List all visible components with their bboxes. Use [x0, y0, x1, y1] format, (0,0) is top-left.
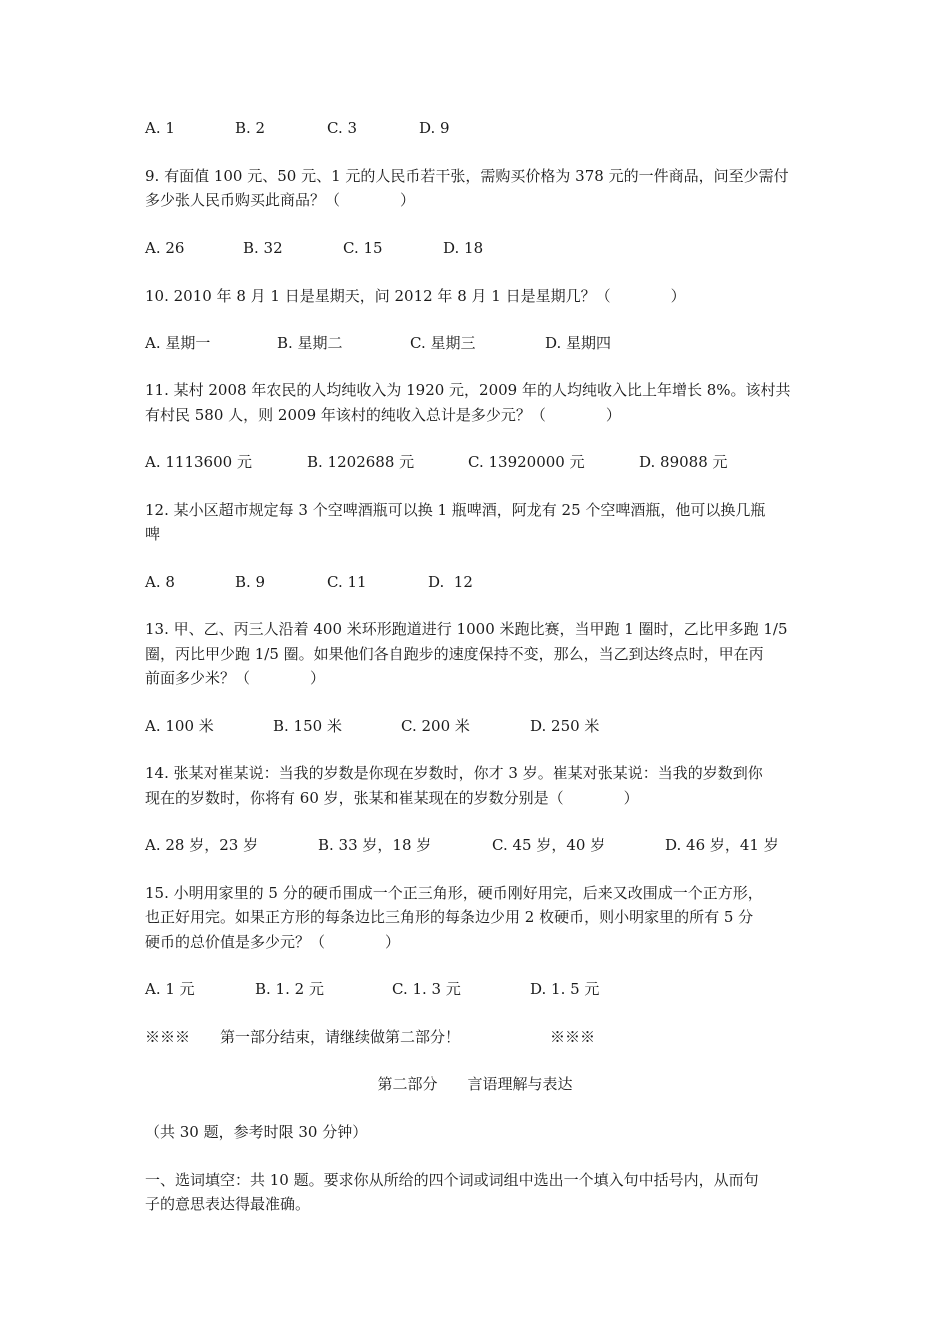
- q12-option-c: C. 11: [327, 573, 367, 591]
- q12-option-d: D. 12: [428, 573, 473, 591]
- q14-text-line-1: 14. 张某对崔某说：当我的岁数是你现在岁数时，你才 3 岁。崔某对张某说：当我的岁数到你: [145, 764, 763, 782]
- q11-option-c: C. 13920000 元: [468, 453, 585, 471]
- q10-option-a: A. 星期一: [145, 334, 211, 352]
- q15-options: [145, 979, 865, 999]
- part1-end-note: ※※※ 第一部分结束，请继续做第二部分！ ※※※: [145, 1028, 596, 1046]
- q11-option-d: D. 89088 元: [639, 453, 728, 471]
- q12-option-a: A. 8: [145, 573, 175, 591]
- q13-option-b: B. 150 米: [273, 717, 342, 735]
- q10-text-line-1: 10. 2010 年 8 月 1 日是星期天，问 2012 年 8 月 1 日是星期几？（ ）: [145, 287, 686, 305]
- q15-option-c: C. 1. 3 元: [392, 980, 461, 998]
- q15-text-line-1: 15. 小明用家里的 5 分的硬币围成一个正三角形，硬币刚好用完，后来又改围成一个正方形，: [145, 884, 763, 902]
- q14-option-b: B. 33 岁，18 岁: [318, 836, 432, 854]
- q15-text-line-2: 也正好用完。如果正方形的每条边比三角形的每条边少用 2 枚硬币，则小明家里的所有 5 分: [145, 908, 754, 926]
- q13-text-line-3: 前面多少米？（ ）: [145, 669, 326, 687]
- q12-text-line-1: 12. 某小区超市规定每 3 个空啤酒瓶可以换 1 瓶啤酒，阿龙有 25 个空啤酒瓶，他可以换几瓶: [145, 501, 766, 519]
- q13-text-line-2: 圈，丙比甲少跑 1/5 圈。如果他们各自跑步的速度保持不变，那么，当乙到达终点时，甲在丙: [145, 645, 764, 663]
- q10-option-b: B. 星期二: [277, 334, 343, 352]
- q12-option-b: B. 9: [235, 573, 266, 591]
- q9-options: [145, 238, 865, 258]
- q13-text-line-1: 13. 甲、乙、丙三人沿着 400 米环形跑道进行 1000 米跑比赛，当甲跑 1 圈时，乙比甲多跑 1/5: [145, 620, 788, 638]
- q13-options: [145, 716, 865, 736]
- q9-text-line-1: 9. 有面值 100 元、50 元、1 元的人民币若干张，需购买价格为 378 元的一件商品，问至少需付: [145, 167, 789, 185]
- q12-text-line-2: 啤: [145, 525, 161, 543]
- q11-options: [145, 452, 865, 472]
- q11-text-line-2: 有村民 580 人，则 2009 年该村的纯收入总计是多少元？（ ）: [145, 406, 621, 424]
- q15-option-b: B. 1. 2 元: [255, 980, 324, 998]
- q15-option-d: D. 1. 5 元: [530, 980, 600, 998]
- q15-text-line-3: 硬币的总价值是多少元？（ ）: [145, 933, 401, 951]
- q9-text-line-2: 多少张人民币购买此商品？（ ）: [145, 191, 416, 209]
- q8-option-c: C. 3: [327, 119, 358, 137]
- q14-option-d: D. 46 岁，41 岁: [665, 836, 779, 854]
- part2-title: 第二部分 言语理解与表达: [377, 1075, 573, 1093]
- q12-options: [145, 572, 865, 592]
- q14-option-a: A. 28 岁，23 岁: [145, 836, 259, 854]
- q11-option-a: A. 1113600 元: [145, 453, 252, 471]
- q8-option-b: B. 2: [235, 119, 266, 137]
- q13-option-c: C. 200 米: [401, 717, 470, 735]
- q15-option-a: A. 1 元: [145, 980, 195, 998]
- q13-option-d: D. 250 米: [530, 717, 600, 735]
- section1-intro-line-1: 一、选词填空：共 10 题。要求你从所给的四个词或词组中选出一个填入句中括号内，从而句: [145, 1171, 759, 1189]
- q9-option-b: B. 32: [243, 239, 283, 257]
- q14-options: [145, 835, 865, 855]
- q11-text-line-1: 11. 某村 2008 年农民的人均纯收入为 1920 元，2009 年的人均纯收入比上年增长 8%。该村共: [145, 381, 791, 399]
- q9-option-a: A. 26: [145, 239, 185, 257]
- q13-option-a: A. 100 米: [145, 717, 214, 735]
- q14-option-c: C. 45 岁，40 岁: [492, 836, 606, 854]
- q10-options: [145, 333, 865, 353]
- q10-option-c: C. 星期三: [410, 334, 476, 352]
- q14-text-line-2: 现在的岁数时，你将有 60 岁，张某和崔某现在的岁数分别是（ ）: [145, 789, 639, 807]
- part2-info: （共 30 题，参考时限 30 分钟）: [145, 1123, 368, 1141]
- section1-intro-line-2: 子的意思表达得最准确。: [145, 1195, 311, 1213]
- q9-option-d: D. 18: [443, 239, 484, 257]
- q9-option-c: C. 15: [343, 239, 383, 257]
- q10-option-d: D. 星期四: [545, 334, 612, 352]
- q8-options: [145, 118, 865, 138]
- q8-option-a: A. 1: [145, 119, 175, 137]
- q11-option-b: B. 1202688 元: [307, 453, 415, 471]
- q8-option-d: D. 9: [419, 119, 450, 137]
